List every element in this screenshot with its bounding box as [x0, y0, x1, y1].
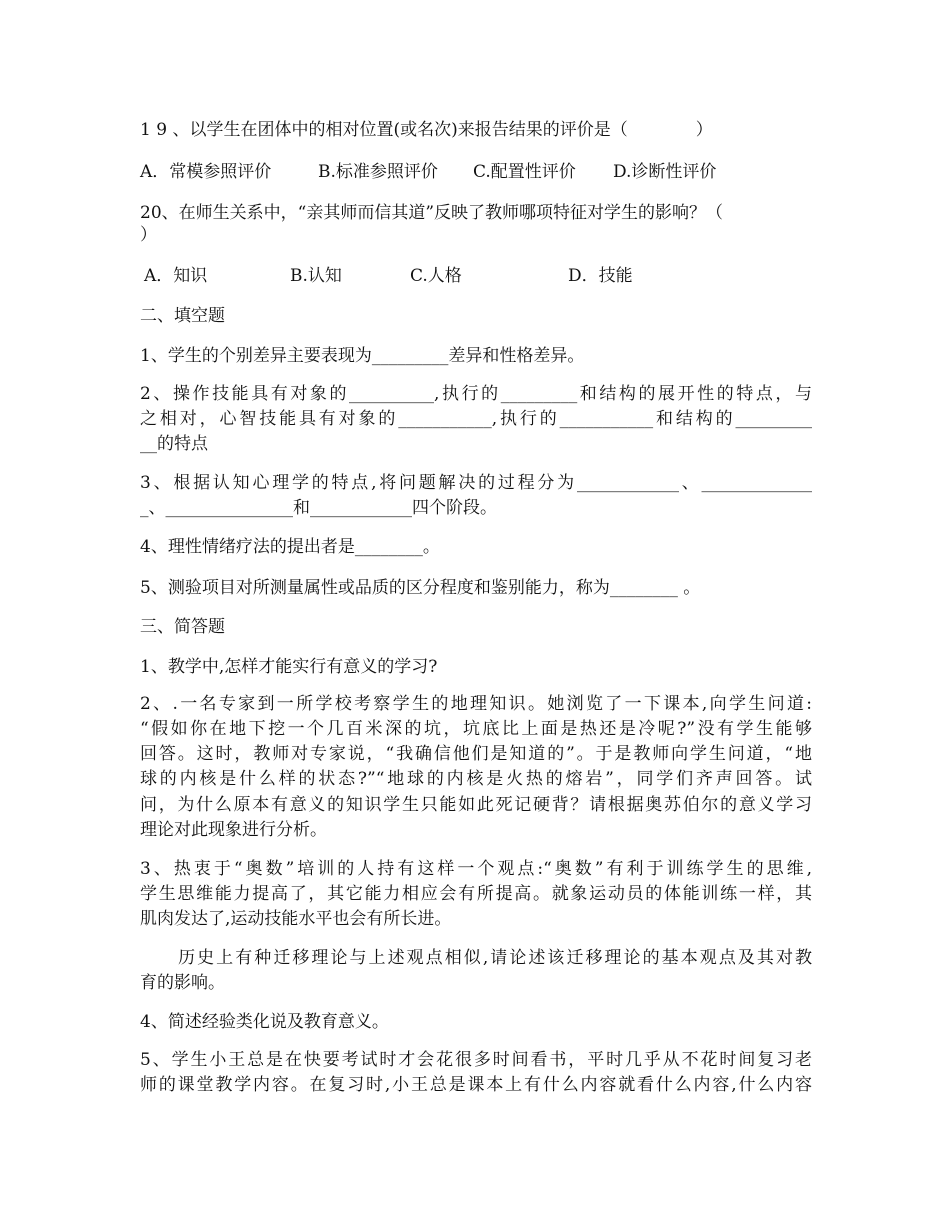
fill-question-2-line-3: __的特点: [140, 434, 208, 454]
q20-option-c: C.人格: [410, 266, 462, 286]
q19-option-a: A．常模参照评价: [140, 162, 272, 182]
short-question-3-line: 3、热衷于“奥数”培训的人持有这样一个观点:“奥数”有利于训练学生的思维,: [140, 859, 812, 879]
short-question-1: 1、教学中,怎样才能实行有意义的学习?: [140, 657, 438, 677]
fill-question-3-line-2: _、_______________和____________四个阶段。: [140, 498, 497, 518]
fill-question-2-line-2: 之相对，心智技能具有对象的___________,执行的___________和结构的_________: [140, 409, 812, 429]
question-20-line-1: 20、在师生关系中，“亲其师而信其道”反映了教师哪项特征对学生的影响？（: [140, 203, 724, 223]
short-question-3-paragraph-2-line: 育的影响。: [140, 973, 225, 993]
fill-question-2-line-1: 2、操作技能具有对象的__________,执行的_________和结构的展开性的特点，与: [140, 384, 812, 404]
question-19: 1 9 、以学生在团体中的相对位置(或名次)来报告结果的评价是（ ）: [140, 120, 713, 140]
q19-option-d: D.诊断性评价: [613, 162, 717, 182]
short-question-2-line: 回答。这时，教师对专家说，“我确信他们是知道的”。于是教师向学生问道，“地: [140, 744, 812, 764]
section-heading-fill-blank: 二、填空题: [140, 306, 225, 326]
short-question-2-line: “假如你在地下挖一个几百米深的坑，坑底比上面是热还是冷呢?”没有学生能够: [140, 719, 812, 739]
short-question-2-line: 2、.一名专家到一所学校考察学生的地理知识。她浏览了一下课本,向学生问道:: [140, 694, 812, 714]
fill-question-1: 1、学生的个别差异主要表现为_________差异和性格差异。: [140, 346, 585, 366]
fill-question-5: 5、测验项目对所测量属性或品质的区分程度和鉴别能力，称为________ 。: [140, 578, 701, 598]
q19-option-c: C.配置性评价: [473, 162, 576, 182]
q20-option-a: A．知识: [144, 266, 208, 286]
fill-question-3-line-1: 3、根据认知心理学的特点,将问题解决的过程分为____________、_____________: [140, 473, 812, 493]
short-question-2-line: 球的内核是什么样的状态?”“地球的内核是火热的熔岩”，同学们齐声回答。试: [140, 769, 812, 789]
q20-option-b: B.认知: [290, 266, 342, 286]
fill-question-4: 4、理性情绪疗法的提出者是________。: [140, 537, 440, 557]
short-question-2-line: 理论对此现象进行分析。: [140, 820, 327, 840]
short-question-3-line: 肌肉发达了,运动技能水平也会有所长进。: [140, 909, 452, 929]
short-question-5-line: 5、学生小王总是在快要考试时才会花很多时间看书，平时几乎从不花时间复习老: [140, 1050, 812, 1070]
section-heading-short-answer: 三、简答题: [140, 617, 225, 637]
q20-option-d: D．技能: [568, 266, 633, 286]
short-question-5-line: 师的课堂教学内容。在复习时,小王总是课本上有什么内容就看什么内容,什么内容: [140, 1075, 812, 1095]
q19-option-b: B.标准参照评价: [318, 162, 438, 182]
question-20-line-2: ）: [140, 225, 157, 245]
short-question-3-line: 学生思维能力提高了，其它能力相应会有所提高。就象运动员的体能训练一样，其: [140, 884, 812, 904]
short-question-4: 4、简述经验类化说及教育意义。: [140, 1012, 389, 1032]
short-question-2-line: 问，为什么原本有意义的知识学生只能如此死记硬背？请根据奥苏伯尔的意义学习: [140, 795, 812, 815]
short-question-3-paragraph-2-line: 历史上有种迁移理论与上述观点相似,请论述该迁移理论的基本观点及其对教: [140, 948, 812, 968]
